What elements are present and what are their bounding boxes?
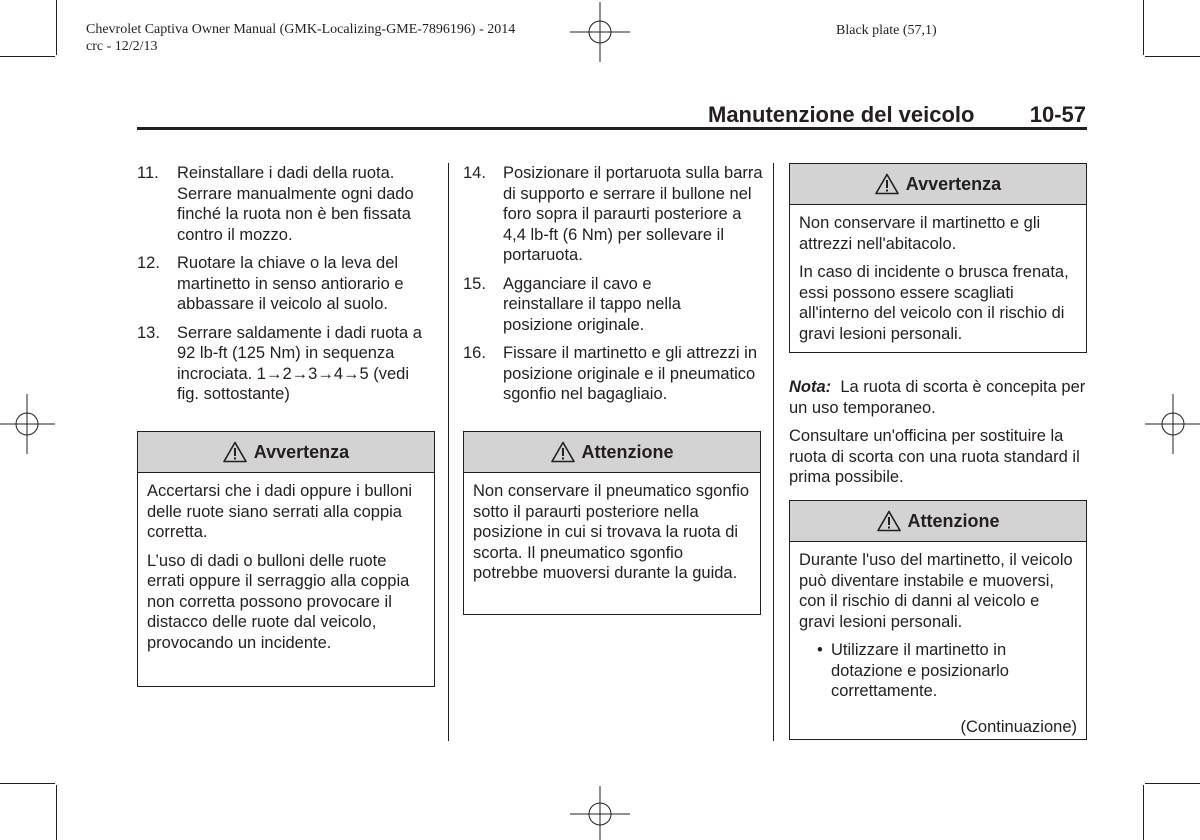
step-number: 11. <box>137 164 159 182</box>
list-item <box>463 343 763 405</box>
step-number: 12. <box>137 254 160 272</box>
warning-paragraph: L’uso di dadi o bulloni delle ruote errati oppure il serraggio alla coppia non corretta possono provocare il distacco delle ruote dal veicolo, provocando un incidente. <box>147 551 410 652</box>
warning-triangle-icon <box>223 441 247 463</box>
column-1-steps <box>137 163 437 413</box>
caution-title: Attenzione <box>907 510 1000 531</box>
column-2-steps <box>463 163 763 413</box>
warning-triangle-icon <box>877 510 901 532</box>
registration-mark-icon <box>570 2 630 62</box>
plate-header-line1: Chevrolet Captiva Owner Manual (GMK-Localizing-GME-7896196) - 2014 <box>86 22 516 37</box>
caution-box <box>789 500 1087 740</box>
list-item <box>137 163 437 245</box>
crop-mark <box>1143 0 1144 55</box>
caution-body <box>790 542 1086 702</box>
step-text: Ruotare la chiave o la leva del martinetto in senso antiorario e abbassare il veicolo al suolo. <box>177 254 404 313</box>
warning-paragraph: Non conservare il martinetto e gli attrezzi nell'abitacolo. <box>799 214 1041 253</box>
step-text: Agganciare il cavo e reinstallare il tappo nella posizione originale. <box>503 274 681 334</box>
step-text: Posizionare il portaruota sulla barra di supporto e serrare il bullone nel foro sopra il paraurti posteriore a 4,4 lb-ft (6 Nm) per sollevare il portaruota. <box>503 164 763 264</box>
caution-title: Attenzione <box>581 441 674 462</box>
warning-triangle-icon <box>875 173 899 195</box>
registration-mark-icon <box>570 786 630 840</box>
caution-body <box>464 473 760 584</box>
crop-mark <box>56 0 57 55</box>
caution-paragraph: Non conservare il pneumatico sgonfio sotto il paraurti posteriore nella posizione in cui si trovava la ruota di scorta. Il pneumatico sgonfio potrebbe muoversi durante la guida. <box>473 482 750 582</box>
warning-paragraph: In caso di incidente o brusca frenata, essi possono essere scagliati all'interno del veicolo con il rischio di gravi lesioni personali. <box>799 263 1069 343</box>
warning-title: Avvertenza <box>905 173 1002 194</box>
crop-mark <box>56 785 57 840</box>
warning-title: Avvertenza <box>253 441 350 462</box>
plate-header-right: Black plate (57,1) <box>836 23 937 38</box>
plate-header-line2: crc - 12/2/13 <box>86 39 158 54</box>
crop-mark <box>1143 785 1144 840</box>
plate-header-left <box>86 21 515 55</box>
column-divider <box>773 163 774 741</box>
step-number: 16. <box>463 344 486 362</box>
crop-mark <box>1145 783 1200 784</box>
list-item <box>463 274 763 336</box>
header-rule <box>137 127 1087 130</box>
column-3-text <box>789 377 1089 496</box>
body-paragraph: Consultare un'officina per sostituire la ruota di scorta con una ruota standard il prima possibile. <box>789 427 1080 486</box>
registration-mark-icon <box>0 394 55 454</box>
step-text: Reinstallare i dadi della ruota. Serrare manualmente ogni dado finché la ruota non è ben fissata contro il mozzo. <box>177 164 414 244</box>
bullet-item <box>817 640 1077 702</box>
list-item <box>137 253 437 315</box>
step-number: 15. <box>463 274 486 293</box>
warning-body <box>138 473 434 653</box>
crop-mark <box>1145 56 1200 57</box>
step-text: Serrare saldamente i dadi ruota a 92 lb-ft (125 Nm) in sequenza incrociata. 1→2→3→4→5 (vedi fig. sottostante) <box>177 323 422 403</box>
caution-paragraph: Durante l'uso del martinetto, il veicolo può diventare instabile e muoversi, con il rischio di danni al veicolo e gravi lesioni personali. <box>799 551 1073 631</box>
warning-header <box>138 432 434 473</box>
step-text: Fissare il martinetto e gli attrezzi in posizione originale e il pneumatico sgonfio nel bagagliaio. <box>503 344 758 403</box>
step-number: 14. <box>463 164 486 182</box>
caution-header <box>790 501 1086 542</box>
continuation-label: (Continuazione) <box>960 718 1077 736</box>
warning-triangle-icon <box>551 441 575 463</box>
warning-box <box>789 163 1087 353</box>
page-number: 10-57 <box>1029 102 1086 127</box>
crop-mark <box>0 56 55 57</box>
list-item <box>463 163 763 266</box>
warning-header <box>790 164 1086 205</box>
step-number: 13. <box>137 323 160 342</box>
note-label: Nota: <box>789 378 832 396</box>
note-paragraph <box>789 377 1089 418</box>
bullet-text: Utilizzare il martinetto in dotazione e posizionarlo correttamente. <box>831 641 1009 700</box>
registration-mark-icon <box>1145 394 1200 454</box>
warning-box <box>137 431 435 687</box>
caution-box <box>463 431 761 615</box>
warning-body <box>790 205 1086 344</box>
caution-header <box>464 432 760 473</box>
list-item <box>137 323 437 405</box>
note-text: La ruota di scorta è concepita per un uso temporaneo. <box>789 378 1090 417</box>
warning-paragraph: Accertarsi che i dadi oppure i bulloni delle ruote siano serrati alla coppia corretta. <box>147 482 413 541</box>
column-divider <box>448 163 449 741</box>
section-title: Manutenzione del veicolo <box>708 102 975 127</box>
crop-mark <box>0 783 55 784</box>
bullet-icon: • <box>817 641 823 659</box>
